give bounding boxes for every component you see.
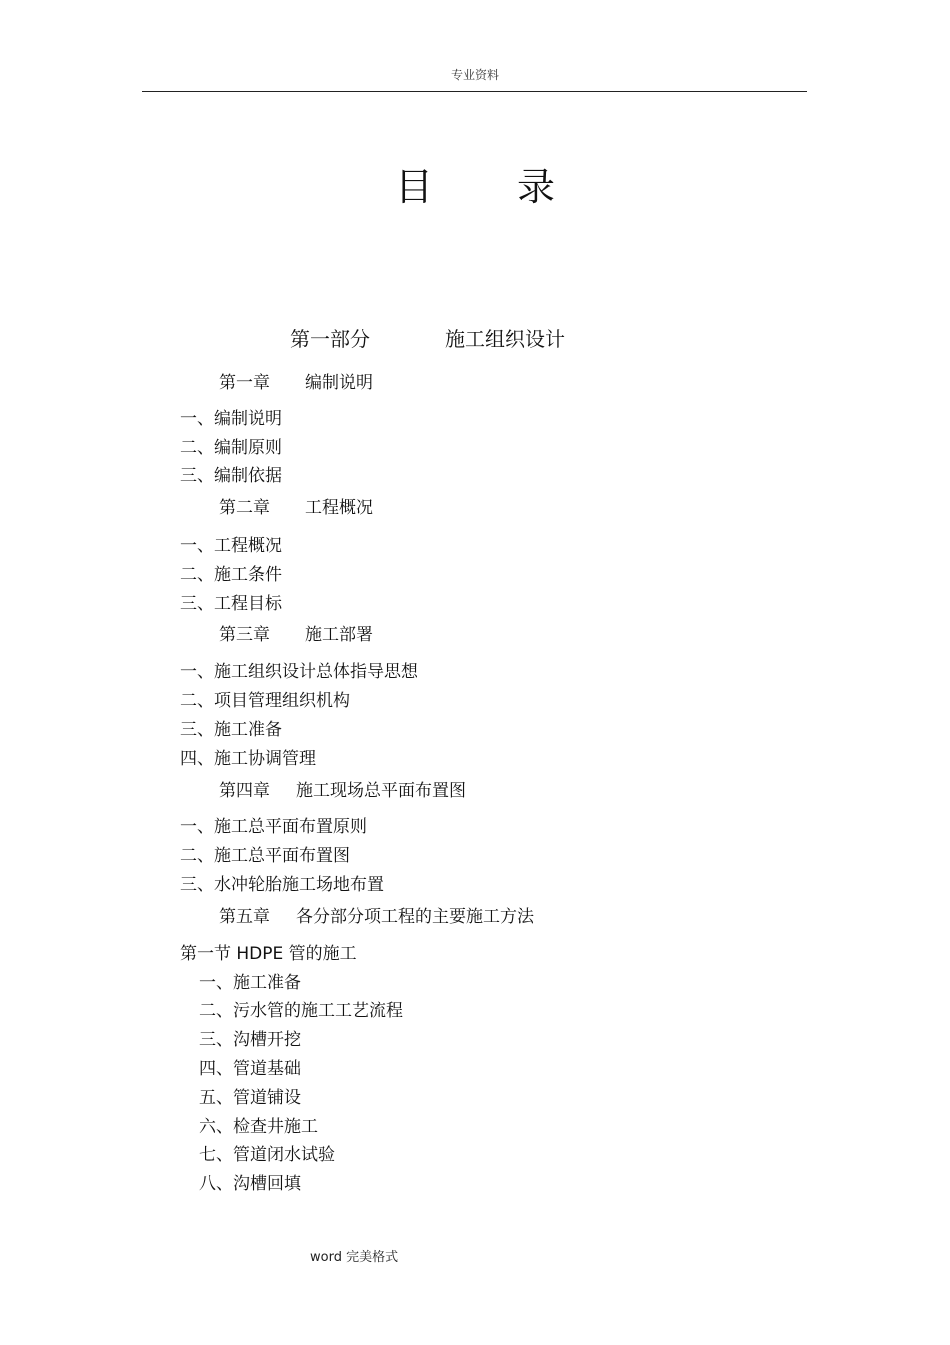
toc-item: 三、编制依据 [180, 466, 282, 486]
toc-subitem: 四、管道基础 [199, 1059, 301, 1079]
toc-subitem: 七、管道闭水试验 [199, 1145, 335, 1165]
toc-subitem: 六、检查井施工 [199, 1117, 318, 1137]
section-title: 第一节 HDPE 管的施工 [180, 944, 357, 964]
toc-subitem: 二、污水管的施工工艺流程 [199, 1001, 403, 1021]
part-title: 施工组织设计 [445, 327, 565, 351]
toc-subitem: 八、沟槽回填 [199, 1174, 301, 1194]
toc-item: 二、施工条件 [180, 565, 282, 585]
toc-item: 二、编制原则 [180, 438, 282, 458]
toc-item: 一、施工组织设计总体指导思想 [180, 662, 418, 682]
chapter-number: 第五章 [219, 907, 270, 927]
page-footer: word 完美格式 [310, 1250, 399, 1265]
toc-subitem: 三、沟槽开挖 [199, 1030, 301, 1050]
chapter-title: 各分部分项工程的主要施工方法 [296, 907, 534, 927]
chapter-number: 第二章 [219, 498, 270, 518]
chapter-number: 第三章 [219, 625, 270, 645]
toc-title-char-2: 录 [517, 165, 556, 209]
toc-title-char-1: 目 [395, 165, 434, 209]
chapter-title: 施工部署 [305, 625, 373, 645]
toc-item: 三、水冲轮胎施工场地布置 [180, 875, 384, 895]
part-label: 第一部分 [290, 327, 370, 351]
page-header: 专业资料 [450, 68, 499, 82]
chapter-number: 第四章 [219, 781, 270, 801]
toc-item: 一、施工总平面布置原则 [180, 817, 367, 837]
toc-item: 二、项目管理组织机构 [180, 691, 350, 711]
chapter-title: 施工现场总平面布置图 [296, 781, 466, 801]
toc-item: 三、工程目标 [180, 594, 282, 614]
chapter-title: 编制说明 [305, 373, 373, 393]
toc-item: 三、施工准备 [180, 720, 282, 740]
toc-item: 四、施工协调管理 [180, 749, 316, 769]
toc-item: 二、施工总平面布置图 [180, 846, 350, 866]
chapter-number: 第一章 [219, 373, 270, 393]
toc-subitem: 一、施工准备 [199, 973, 301, 993]
toc-item: 一、编制说明 [180, 409, 282, 429]
toc-subitem: 五、管道铺设 [199, 1088, 301, 1108]
chapter-title: 工程概况 [305, 498, 373, 518]
toc-item: 一、工程概况 [180, 536, 282, 556]
header-rule [142, 91, 807, 92]
